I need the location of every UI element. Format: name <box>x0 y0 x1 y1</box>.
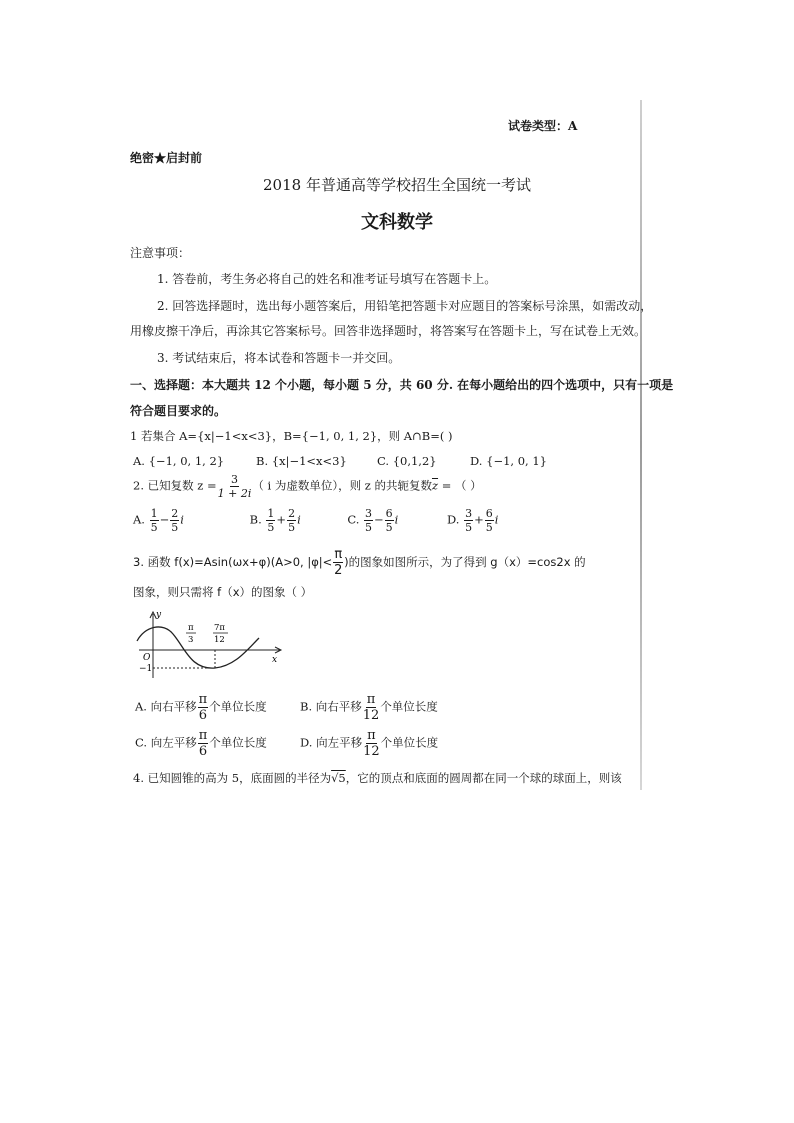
q2-a-n1: 1 <box>150 507 158 520</box>
q2-c-d2: 5 <box>385 521 393 534</box>
q2-c-sign: − <box>374 512 384 527</box>
q2-options <box>133 508 498 533</box>
q3-b-label: B. 向右平移 <box>300 699 362 714</box>
q3-c-num: π <box>198 728 208 743</box>
x-label: x <box>272 655 278 665</box>
tick2-num: 7π <box>214 623 225 633</box>
q3-d-den: 12 <box>363 744 380 759</box>
q2-b-unit: i <box>297 512 301 527</box>
q1-option-a: A. {−1, 0, 1, 2} <box>133 454 225 468</box>
exam-title: 2018 年普通高等学校招生全国统一考试 <box>263 176 531 194</box>
q2-conj: $\overline{z}$ <box>431 478 439 493</box>
q2-a-unit: i <box>180 512 184 527</box>
q1-stem: 1 若集合 A={x|−1<x<3}，B={−1, 0, 1, 2}，则 A∩B=( ) <box>130 429 453 443</box>
q2-frac-num: 3 <box>231 473 238 486</box>
q3-option-a <box>135 693 267 722</box>
q2-d-d1: 5 <box>465 521 473 534</box>
section1-line1: 一、选择题：本大题共 12 个小题，每小题 5 分，共 60 分. 在每小题给出的四个选项中，只有一项是 <box>130 378 674 392</box>
origin-label: O <box>143 653 151 663</box>
q2-c-d1: 5 <box>365 521 373 534</box>
q2-b-d1: 5 <box>267 521 275 534</box>
q3-d-label: D. 向左平移 <box>300 735 363 750</box>
q2-d-unit: i <box>494 512 499 527</box>
q4-stem <box>133 770 622 786</box>
q4-prefix: 4. 已知圆锥的高为 5，底面圆的半径为 <box>133 771 332 785</box>
q2-option-b <box>250 508 344 533</box>
q3-line2: 图象，则只需将 f（x）的图象（ ） <box>133 585 313 599</box>
exam-type-label: 试卷类型：A <box>508 119 578 133</box>
q3-a-tail: 个单位长度 <box>209 699 267 714</box>
q3-two: 2 <box>334 563 343 578</box>
q2-a-label: A. <box>133 512 145 527</box>
q2-c-n1: 3 <box>365 507 373 520</box>
q3-option-b <box>300 693 438 722</box>
q2-fraction <box>218 474 252 499</box>
q2-prefix: 2. 已知复数 z = <box>133 478 217 493</box>
q3-line1-suffix: )的图象如图所示，为了得到 g（x）=cos2x 的 <box>344 555 586 569</box>
q2-c-unit: i <box>394 512 399 527</box>
q3-c-label: C. 向左平移 <box>135 735 197 750</box>
q2-d-n1: 3 <box>465 507 473 520</box>
q2-a-n2: 2 <box>171 507 179 520</box>
tick2-den: 12 <box>214 635 225 645</box>
q3-option-c <box>135 729 267 758</box>
q2-b-n2: 2 <box>288 507 296 520</box>
q2-d-sign: + <box>474 512 484 527</box>
q3-a-den: 6 <box>198 708 208 723</box>
minus-one-label: −1 <box>139 664 153 674</box>
note-3: 3. 考试结束后，将本试卷和答题卡一并交回。 <box>157 351 401 365</box>
q2-c-label: C. <box>347 512 360 527</box>
q2-b-n1: 1 <box>267 507 275 520</box>
q2-frac-den: 1 + 2i <box>217 487 252 500</box>
q2-option-c <box>347 508 443 533</box>
q4-suffix: ，它的顶点和底面的圆周都在同一个球的球面上，则该 <box>345 771 622 785</box>
q2-b-d2: 5 <box>288 521 296 534</box>
y-label: y <box>156 610 162 620</box>
tick1-den: 3 <box>188 635 194 645</box>
q2-d-n2: 6 <box>485 507 493 520</box>
q2-middle: （ i 为虚数单位），则 z 的共轭复数 <box>252 478 432 493</box>
q3-line1 <box>133 548 586 577</box>
q3-c-den: 6 <box>198 744 208 759</box>
q3-c-tail: 个单位长度 <box>209 735 267 750</box>
q3-option-d <box>300 729 438 758</box>
secret-label: 绝密★启封前 <box>130 151 203 165</box>
q2-b-label: B. <box>249 512 262 527</box>
scan-edge <box>640 100 642 790</box>
note-1: 1. 答卷前，考生务必将自己的姓名和准考证号填写在答题卡上。 <box>157 272 497 286</box>
q1-option-b: B. {x|−1<x<3} <box>256 454 347 468</box>
q3-a-label: A. 向右平移 <box>135 699 197 714</box>
q2-suffix: = （ ） <box>438 478 482 493</box>
q3-d-num: π <box>367 728 376 743</box>
q3-b-num: π <box>366 692 376 707</box>
q3-b-den: 12 <box>362 708 380 723</box>
q2-stem <box>133 474 482 499</box>
q2-a-d2: 5 <box>171 521 179 534</box>
q3-line1-prefix: 3. 函数 f(x)=Asin(ωx+φ)(A>0, |φ|< <box>133 555 333 569</box>
sine-curve <box>137 627 259 668</box>
q3-d-tail: 个单位长度 <box>380 735 439 750</box>
subject-title: 文科数学 <box>361 212 433 233</box>
q3-b-tail: 个单位长度 <box>380 699 438 714</box>
q2-c-n2: 6 <box>385 507 393 520</box>
q2-option-d <box>447 508 498 533</box>
notes-heading: 注意事项： <box>130 246 191 260</box>
note-2b: 用橡皮擦干净后，再涂其它答案标号。回答非选择题时，将答案写在答题卡上，写在试卷上无效。 <box>130 324 647 338</box>
q2-option-a <box>133 508 246 533</box>
q4-sqrt: √5 <box>331 771 346 785</box>
q2-b-sign: + <box>276 512 287 527</box>
q3-pi: π <box>334 547 343 562</box>
q3-graph <box>135 608 285 680</box>
q2-a-sign: − <box>159 512 170 527</box>
q3-pi-half <box>333 548 343 577</box>
q2-d-label: D. <box>446 512 460 527</box>
q2-a-d1: 5 <box>150 521 158 534</box>
tick1-num: π <box>188 623 194 633</box>
q2-d-d2: 5 <box>485 521 493 534</box>
section1-line2: 符合题目要求的。 <box>130 404 227 418</box>
note-2a: 2. 回答选择题时，选出每小题答案后，用铅笔把答题卡对应题目的答案标号涂黑，如需改动， <box>157 299 653 313</box>
q1-option-d: D. {−1, 0, 1} <box>470 454 547 468</box>
q1-option-c: C. {0,1,2} <box>377 454 437 468</box>
q3-a-num: π <box>198 692 208 707</box>
